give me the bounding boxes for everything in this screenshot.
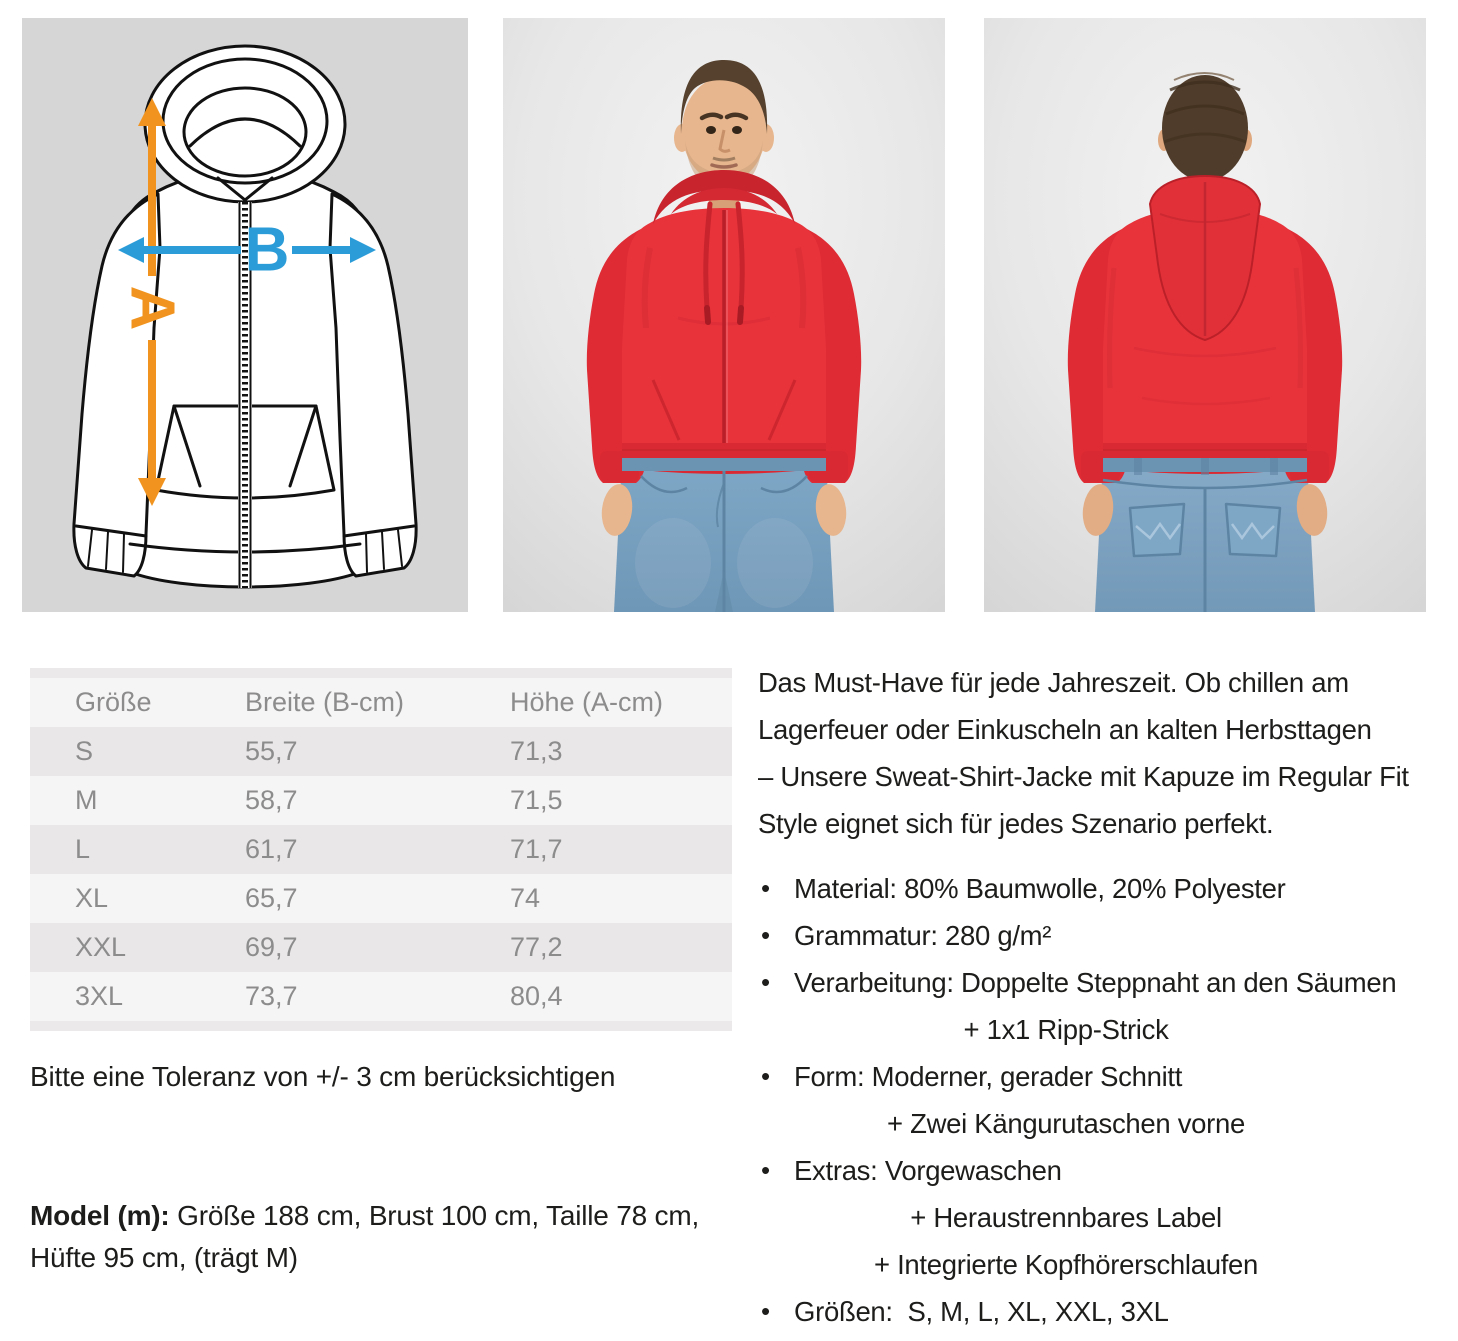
hoehe-cell: 71,5 — [510, 785, 563, 815]
bullet-icon: • — [761, 1155, 771, 1185]
label-b: B — [244, 215, 290, 285]
size-table-body — [30, 727, 732, 1021]
paragraph-line: Style eignet sich für jedes Szenario perfekt. — [758, 808, 1274, 839]
breite-cell: 65,7 — [245, 883, 298, 913]
model-info — [30, 1195, 740, 1279]
hoehe-cell: 71,3 — [510, 736, 563, 766]
breite-cell: 58,7 — [245, 785, 298, 815]
feature-content — [794, 1288, 1448, 1335]
feature-content — [794, 912, 1448, 959]
feature-content — [794, 1147, 1448, 1288]
feature-text: Form: Moderner, gerader Schnitt — [794, 1061, 1183, 1092]
feature-item — [758, 1288, 1448, 1335]
feature-continuation: + Integrierte Kopfhörerschlaufen — [873, 1249, 1259, 1280]
breite-cell: 73,7 — [245, 981, 298, 1011]
feature-item — [758, 912, 1448, 959]
feature-item — [758, 959, 1448, 1053]
feature-content — [794, 865, 1448, 912]
product-description — [758, 659, 1448, 1335]
tolerance-note: Bitte eine Toleranz von +/- 3 cm berücksichtigen — [30, 1061, 616, 1092]
bullet-icon: • — [761, 967, 771, 997]
model-photo-front — [503, 18, 945, 612]
size-table — [30, 678, 732, 1021]
paragraph-line: – Unsere Sweat-Shirt-Jacke mit Kapuze im Regular Fit — [758, 761, 1409, 792]
feature-text: Verarbeitung: Doppelte Steppnaht an den Säumen — [794, 967, 1397, 998]
table-row — [30, 874, 732, 923]
feature-text: Extras: Vorgewaschen — [794, 1155, 1062, 1186]
feature-continuation: + 1x1 Ripp-Strick — [963, 1014, 1169, 1045]
size-cell: XL — [75, 883, 109, 913]
size-cell: L — [75, 834, 91, 864]
hoehe-cell: 74 — [510, 883, 541, 913]
breite-cell: 69,7 — [245, 932, 298, 962]
size-diagram-panel — [22, 18, 468, 612]
size-cell: 3XL — [75, 981, 124, 1011]
feature-text: Grammatur: 280 g/m² — [794, 920, 1052, 951]
bullet-icon: • — [761, 1296, 771, 1326]
hoehe-cell: 77,2 — [510, 932, 563, 962]
feature-content — [794, 1053, 1448, 1147]
feature-item — [758, 1053, 1448, 1147]
table-row — [30, 972, 732, 1021]
feature-list — [758, 865, 1448, 1335]
column-header: Breite (B-cm) — [245, 687, 405, 717]
model-info-label: Model (m): — [30, 1200, 170, 1231]
feature-text: Größen: S, M, L, XL, XXL, 3XL — [794, 1296, 1169, 1327]
bullet-icon: • — [761, 873, 771, 903]
column-header: Größe — [75, 687, 152, 717]
feature-item — [758, 1147, 1448, 1288]
table-row — [30, 776, 732, 825]
size-table-wrap — [30, 668, 732, 1031]
model-info-text: Größe 188 cm, Brust 100 cm, Taille 78 cm, Hüfte 95 cm, (trägt M) — [30, 1200, 700, 1273]
hoodie-outline-drawing — [22, 18, 468, 612]
feature-continuation: + Heraustrennbares Label — [910, 1202, 1222, 1233]
description-paragraph — [758, 659, 1448, 847]
column-header: Höhe (A-cm) — [510, 687, 664, 717]
size-cell: M — [75, 785, 98, 815]
feature-continuation: + Zwei Kängurutaschen vorne — [886, 1108, 1246, 1139]
bullet-icon: • — [761, 920, 771, 950]
hoehe-cell: 71,7 — [510, 834, 563, 864]
size-table-header-row — [30, 678, 732, 727]
bullet-icon: • — [761, 1061, 771, 1091]
paragraph-line: Lagerfeuer oder Einkuscheln an kalten Herbsttagen — [758, 714, 1372, 745]
breite-cell: 61,7 — [245, 834, 298, 864]
model-photo-back — [982, 18, 1428, 612]
size-cell: XXL — [75, 932, 127, 962]
table-row — [30, 825, 732, 874]
table-row — [30, 727, 732, 776]
label-a: A — [117, 285, 187, 331]
feature-item — [758, 865, 1448, 912]
feature-text: Material: 80% Baumwolle, 20% Polyester — [794, 873, 1286, 904]
paragraph-line: Das Must-Have für jede Jahreszeit. Ob chillen am — [758, 667, 1349, 698]
table-row — [30, 923, 732, 972]
feature-content — [794, 959, 1448, 1053]
size-guide-section — [30, 668, 732, 1279]
back-photo-illustration — [982, 18, 1428, 612]
front-photo-illustration — [503, 18, 945, 612]
hoehe-cell: 80,4 — [510, 981, 563, 1011]
size-cell: S — [75, 736, 94, 766]
breite-cell: 55,7 — [245, 736, 298, 766]
